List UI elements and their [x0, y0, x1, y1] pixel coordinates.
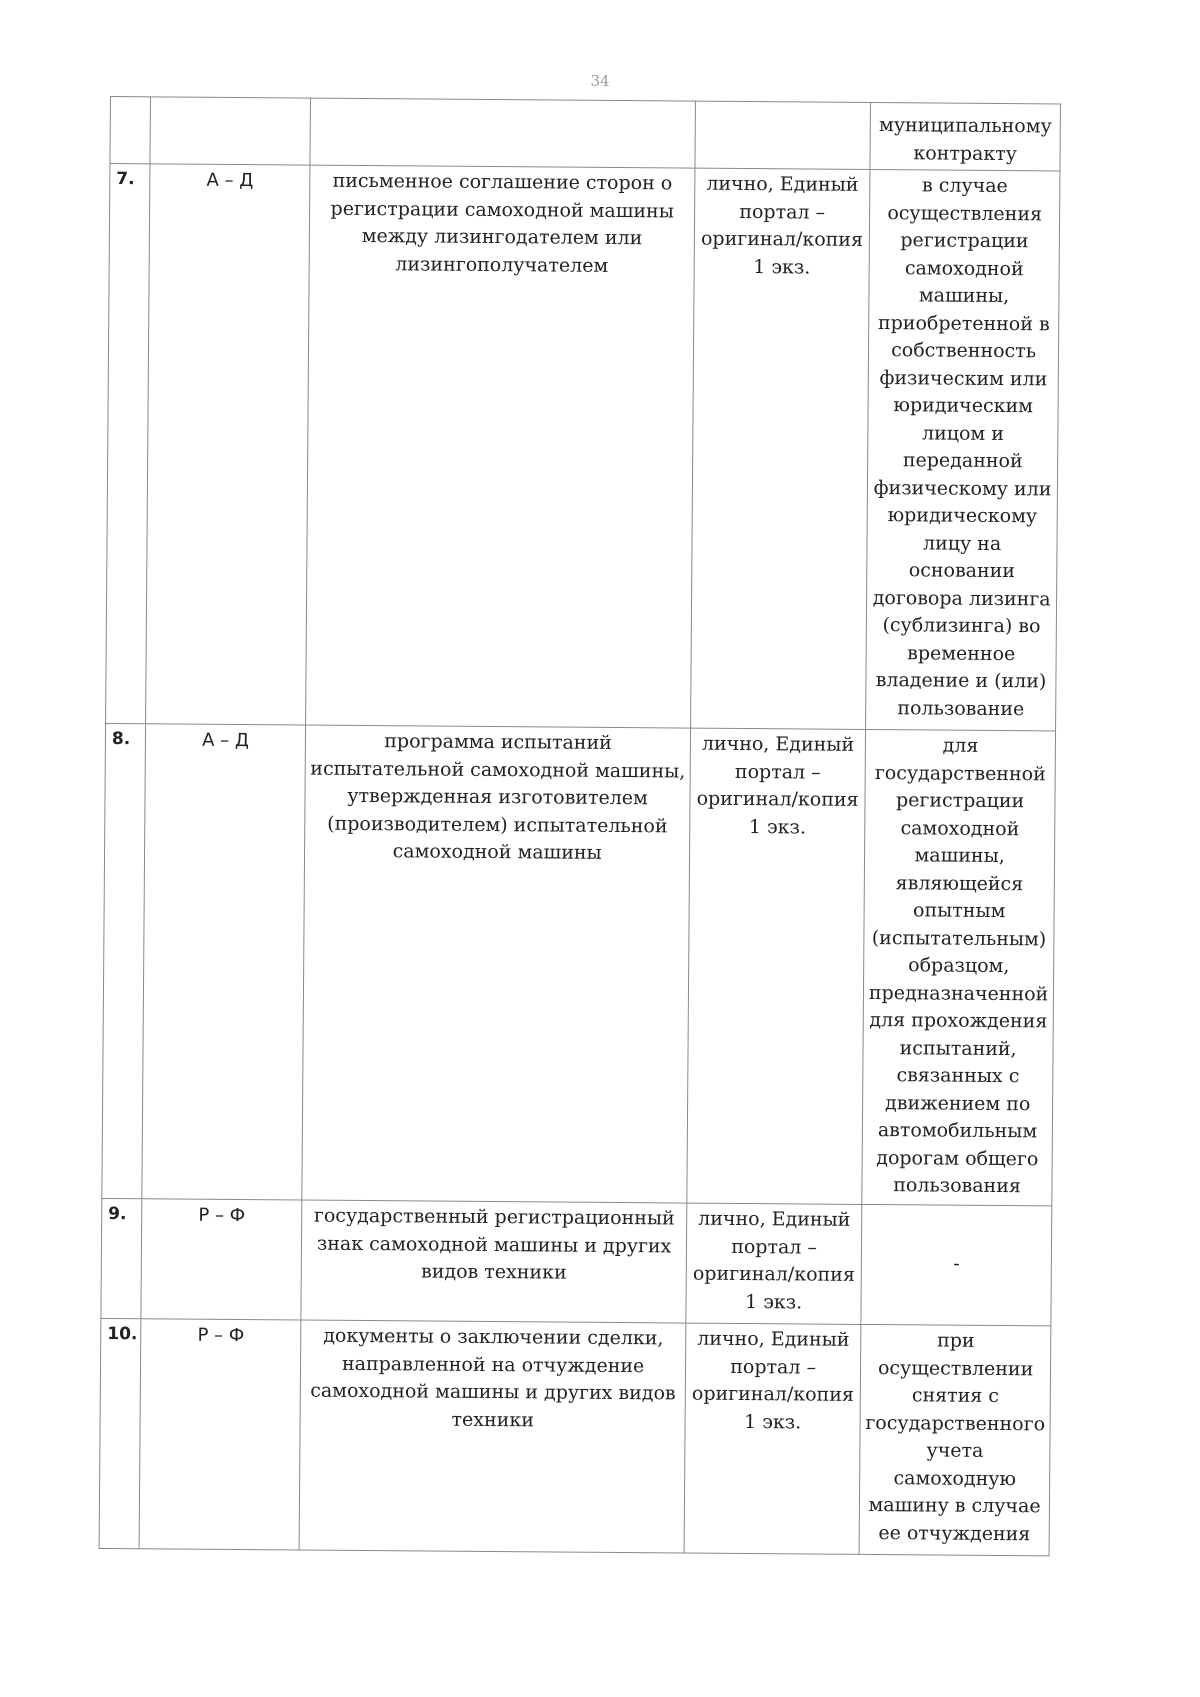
table-row-continuation [110, 97, 1061, 171]
cell-method: лично, Единый портал – оригинал/копия 1 экз. [686, 1203, 862, 1324]
cell-number: 10. [99, 1318, 141, 1548]
cell-number: 8. [102, 723, 146, 1198]
cell-number: 9. [101, 1198, 142, 1318]
cell-method: лично, Единый портал – оригинал/копия 1 экз. [684, 1323, 861, 1554]
cell-method: лично, Единый портал – оригинал/копия 1 экз. [691, 168, 870, 729]
table-row [101, 1198, 1052, 1325]
cell-condition: при осуществлении снятия с государственного учета самоходную машину в случае ее отчуждения [859, 1324, 1051, 1555]
cell-condition: - [861, 1204, 1052, 1325]
cell-code: А – Д [146, 164, 310, 725]
table-row [102, 723, 1056, 1205]
cell-number [110, 97, 151, 164]
table-row [106, 164, 1060, 731]
cell-code: А – Д [142, 724, 306, 1200]
cell-condition: муниципальному контракту [870, 102, 1061, 170]
cell-code [150, 97, 311, 165]
cell-code: Р – Ф [139, 1319, 301, 1550]
cell-document: программа испытаний испытательной самоходной машины, утвержденная изготовителем (производителем) испытательной самоходной машины [302, 725, 691, 1203]
cell-document [310, 98, 696, 168]
cell-document: государственный регистрационный знак самоходной машины и других видов техники [301, 1200, 687, 1323]
cell-document: письменное соглашение сторон о регистрации самоходной машины между лизингодателем или лизингополучателем [306, 165, 695, 728]
requirements-table [99, 96, 1062, 1556]
cell-method [695, 101, 871, 169]
cell-code: Р – Ф [141, 1199, 302, 1320]
table-row [99, 1318, 1051, 1555]
cell-method: лично, Единый портал – оригинал/копия 1 экз. [687, 728, 866, 1204]
cell-condition: для государственной регистрации самоходной машины, являющейся опытным (испытательным) образцом, предназначенной для прохождения испытаний, связанных с движением по автомобильным дорогам общего пользования [862, 729, 1056, 1205]
page-number: 34 [590, 72, 610, 90]
cell-document: документы о заключении сделки, направленной на отчуждение самоходной машины и других видов техники [299, 1320, 686, 1553]
cell-condition: в случае осуществления регистрации самоходной машины, приобретенной в собственность физическим или юридическим лицом и переданной физическому или юридическому лицу на основании договора лизинга (сублизинга) во временное владение и (или) пользование [866, 169, 1060, 730]
cell-number: 7. [106, 164, 151, 724]
